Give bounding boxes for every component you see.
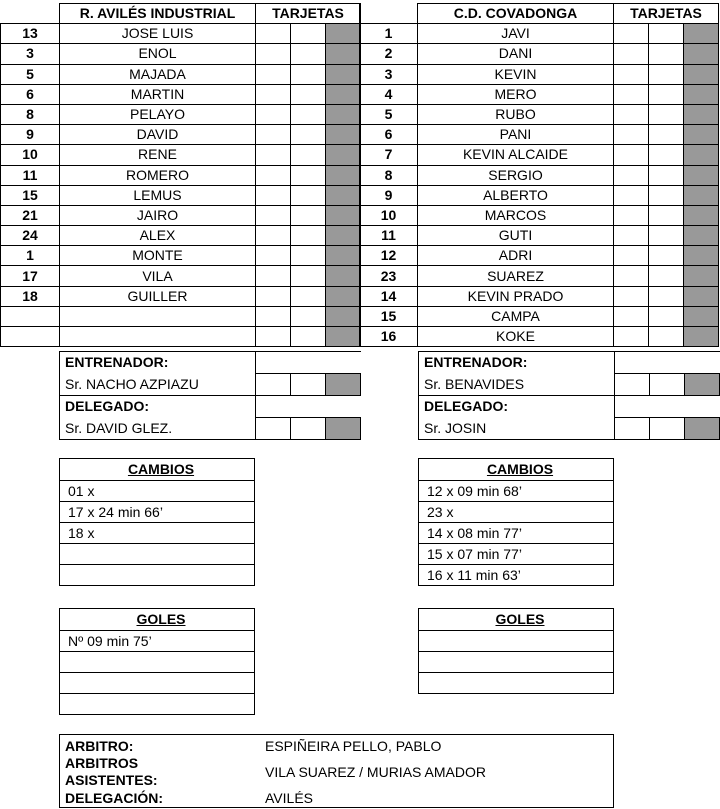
away-player-number: 8 <box>360 165 418 185</box>
away-player-row <box>360 246 719 266</box>
away-player-card-3 <box>684 327 719 347</box>
home-player-name <box>60 327 256 347</box>
away-delegate-card-3 <box>685 418 720 440</box>
away-player-card-3 <box>684 104 719 124</box>
away-player-card-2 <box>649 246 684 266</box>
away-player-card-3 <box>684 286 719 306</box>
home-player-number: 10 <box>1 145 60 165</box>
away-player-card-3 <box>684 165 719 185</box>
home-player-row <box>1 125 361 145</box>
home-delegate-card-2 <box>291 418 326 440</box>
away-coach-label: ENTRENADOR: <box>419 352 615 374</box>
home-player-card-2 <box>291 165 326 185</box>
officials-box <box>59 734 614 808</box>
away-player-number: 5 <box>360 104 418 124</box>
home-player-card-1 <box>256 226 291 246</box>
away-player-row <box>360 84 719 104</box>
home-substitution-row <box>60 564 254 585</box>
away-player-number: 1 <box>360 24 418 44</box>
away-player-card-1 <box>614 205 649 225</box>
away-player-card-3 <box>684 266 719 286</box>
home-player-name: DAVID <box>60 125 256 145</box>
home-player-card-3 <box>326 64 361 84</box>
away-player-card-2 <box>649 44 684 64</box>
home-subs-box <box>59 458 255 586</box>
away-player-card-1 <box>614 266 649 286</box>
away-player-card-1 <box>614 24 649 44</box>
away-player-number: 23 <box>360 266 418 286</box>
home-player-number: 15 <box>1 185 60 205</box>
away-player-row <box>360 145 719 165</box>
home-player-name: MAJADA <box>60 64 256 84</box>
away-player-card-3 <box>684 64 719 84</box>
home-player-card-3 <box>326 84 361 104</box>
home-player-name: PELAYO <box>60 104 256 124</box>
home-player-name: ROMERO <box>60 165 256 185</box>
away-player-card-1 <box>614 125 649 145</box>
away-player-card-3 <box>684 205 719 225</box>
away-player-name: GUTI <box>418 226 614 246</box>
home-player-number: 5 <box>1 64 60 84</box>
home-player-card-3 <box>326 226 361 246</box>
home-player-row <box>1 84 361 104</box>
away-player-name: KOKE <box>418 327 614 347</box>
away-player-card-1 <box>614 185 649 205</box>
home-player-card-1 <box>256 145 291 165</box>
referee-name: ESPIÑEIRA PELLO, PABLO <box>265 738 442 754</box>
away-player-name: JAVI <box>418 24 614 44</box>
away-subs-title: CAMBIOS <box>486 461 554 477</box>
away-goal-row <box>419 651 613 672</box>
away-player-card-3 <box>684 226 719 246</box>
away-player-card-2 <box>649 145 684 165</box>
home-player-card-2 <box>291 306 326 326</box>
home-goal-row: Nº 09 min 75’ <box>60 630 254 651</box>
home-player-name: VILA <box>60 266 256 286</box>
away-player-card-1 <box>614 64 649 84</box>
home-player-number: 6 <box>1 84 60 104</box>
home-player-card-1 <box>256 306 291 326</box>
away-player-card-2 <box>649 306 684 326</box>
away-player-card-3 <box>684 306 719 326</box>
away-delegate-label: DELEGADO: <box>419 396 615 418</box>
home-player-row <box>1 104 361 124</box>
away-player-card-2 <box>649 266 684 286</box>
away-goals-title: GOLES <box>495 611 545 627</box>
home-player-row <box>1 246 361 266</box>
away-substitution-row: 23 x <box>419 501 613 522</box>
away-player-card-2 <box>649 185 684 205</box>
home-player-name: JOSE LUIS <box>60 24 256 44</box>
away-coach-card-2 <box>650 374 685 396</box>
home-player-number: 3 <box>1 44 60 64</box>
home-player-name: GUILLER <box>60 286 256 306</box>
home-player-row <box>1 165 361 185</box>
home-player-card-2 <box>291 24 326 44</box>
home-player-card-3 <box>326 286 361 306</box>
assistants-label-line-2: ASISTENTES: <box>65 772 158 788</box>
away-player-number: 6 <box>360 125 418 145</box>
away-player-number: 10 <box>360 205 418 225</box>
away-player-number: 16 <box>360 327 418 347</box>
home-player-number: 9 <box>1 125 60 145</box>
home-delegate-label: DELEGADO: <box>60 396 256 418</box>
away-player-name: KEVIN PRADO <box>418 286 614 306</box>
home-coach-card-2 <box>291 374 326 396</box>
delegation-label: DELEGACIÓN: <box>65 790 163 806</box>
home-player-name <box>60 306 256 326</box>
home-player-card-1 <box>256 104 291 124</box>
home-player-card-3 <box>326 145 361 165</box>
away-cards-header: TARJETAS <box>614 4 719 24</box>
away-player-name: MARCOS <box>418 205 614 225</box>
away-player-row <box>360 226 719 246</box>
home-substitution-row: 18 x <box>60 522 254 543</box>
home-substitution-row: 01 x <box>60 480 254 501</box>
home-player-number: 17 <box>1 266 60 286</box>
away-substitution-row: 15 x 07 min 77’ <box>419 543 613 564</box>
away-delegate-card-2 <box>650 418 685 440</box>
away-player-number: 7 <box>360 145 418 165</box>
home-player-card-2 <box>291 266 326 286</box>
away-player-card-3 <box>684 84 719 104</box>
away-player-number: 14 <box>360 286 418 306</box>
home-player-card-1 <box>256 185 291 205</box>
away-player-name: SUAREZ <box>418 266 614 286</box>
home-goal-row <box>60 651 254 672</box>
home-delegate-card-3 <box>326 418 361 440</box>
home-player-card-3 <box>326 104 361 124</box>
home-player-card-2 <box>291 64 326 84</box>
referee-label: ARBITRO: <box>65 738 134 754</box>
home-coach-card-1 <box>256 374 291 396</box>
away-delegate-name: Sr. JOSIN <box>419 418 615 440</box>
away-coach-name: Sr. BENAVIDES <box>419 374 615 396</box>
away-player-name: RUBO <box>418 104 614 124</box>
away-subs-box <box>418 458 614 586</box>
away-player-row <box>360 205 719 225</box>
away-player-card-2 <box>649 84 684 104</box>
away-player-card-2 <box>649 205 684 225</box>
home-player-card-1 <box>256 266 291 286</box>
home-player-row <box>1 64 361 84</box>
home-player-card-3 <box>326 125 361 145</box>
home-player-number: 8 <box>1 104 60 124</box>
home-coach-label: ENTRENADOR: <box>60 352 256 374</box>
home-player-card-2 <box>291 125 326 145</box>
away-player-card-1 <box>614 104 649 124</box>
away-staff-table <box>418 351 720 440</box>
home-player-card-1 <box>256 84 291 104</box>
home-player-card-3 <box>326 185 361 205</box>
away-team-name: C.D. COVADONGA <box>418 4 614 24</box>
home-player-card-1 <box>256 165 291 185</box>
delegation-name: AVILÉS <box>265 790 313 806</box>
away-player-card-3 <box>684 145 719 165</box>
home-roster-table <box>0 3 361 347</box>
home-goals-box <box>59 608 255 715</box>
home-player-card-2 <box>291 145 326 165</box>
home-player-card-1 <box>256 44 291 64</box>
home-goal-row <box>60 672 254 693</box>
home-player-number: 1 <box>1 246 60 266</box>
away-player-name: DANI <box>418 44 614 64</box>
home-player-card-2 <box>291 205 326 225</box>
home-player-card-3 <box>326 24 361 44</box>
home-player-number <box>1 327 60 347</box>
home-player-name: MONTE <box>60 246 256 266</box>
home-player-name: ENOL <box>60 44 256 64</box>
home-goals-title: GOLES <box>136 611 186 627</box>
home-player-name: RENE <box>60 145 256 165</box>
away-player-card-3 <box>684 125 719 145</box>
away-player-card-2 <box>649 286 684 306</box>
away-player-row <box>360 64 719 84</box>
away-player-row <box>360 306 719 326</box>
home-player-row <box>1 286 361 306</box>
away-roster-table <box>359 3 719 347</box>
home-substitution-row <box>60 543 254 564</box>
home-team-name: R. AVILÉS INDUSTRIAL <box>60 4 256 24</box>
home-player-name: JAIRO <box>60 205 256 225</box>
home-delegate-card-1 <box>256 418 291 440</box>
home-player-card-2 <box>291 104 326 124</box>
away-player-number: 11 <box>360 226 418 246</box>
home-player-number <box>1 306 60 326</box>
away-player-row <box>360 327 719 347</box>
away-substitution-row: 14 x 08 min 77’ <box>419 522 613 543</box>
away-player-card-2 <box>649 104 684 124</box>
away-player-card-3 <box>684 44 719 64</box>
home-player-card-2 <box>291 226 326 246</box>
home-player-card-3 <box>326 266 361 286</box>
home-player-row <box>1 145 361 165</box>
away-player-number: 3 <box>360 64 418 84</box>
home-player-card-1 <box>256 286 291 306</box>
away-player-name: ALBERTO <box>418 185 614 205</box>
away-player-card-3 <box>684 185 719 205</box>
home-player-card-3 <box>326 44 361 64</box>
away-player-name: MERO <box>418 84 614 104</box>
home-player-card-1 <box>256 205 291 225</box>
away-goal-row <box>419 672 613 693</box>
home-player-number: 18 <box>1 286 60 306</box>
home-player-card-3 <box>326 306 361 326</box>
away-player-card-2 <box>649 24 684 44</box>
home-player-card-2 <box>291 185 326 205</box>
away-player-card-2 <box>649 226 684 246</box>
home-coach-card-3 <box>326 374 361 396</box>
away-player-number: 4 <box>360 84 418 104</box>
away-player-card-2 <box>649 64 684 84</box>
away-substitution-row: 16 x 11 min 63’ <box>419 564 613 585</box>
away-player-card-1 <box>614 327 649 347</box>
home-player-row <box>1 44 361 64</box>
away-player-number: 2 <box>360 44 418 64</box>
home-player-name: MARTIN <box>60 84 256 104</box>
away-player-name: KEVIN <box>418 64 614 84</box>
home-player-card-2 <box>291 286 326 306</box>
away-player-card-2 <box>649 165 684 185</box>
away-player-name: SERGIO <box>418 165 614 185</box>
away-coach-card-3 <box>685 374 720 396</box>
away-substitution-row: 12 x 09 min 68’ <box>419 480 613 501</box>
away-player-number: 9 <box>360 185 418 205</box>
home-substitution-row: 17 x 24 min 66’ <box>60 501 254 522</box>
away-goals-box <box>418 608 614 694</box>
home-player-row <box>1 306 361 326</box>
home-player-card-1 <box>256 246 291 266</box>
home-player-number: 13 <box>1 24 60 44</box>
away-player-name: PANI <box>418 125 614 145</box>
away-player-number: 15 <box>360 306 418 326</box>
away-player-card-1 <box>614 165 649 185</box>
home-subs-title: CAMBIOS <box>127 461 195 477</box>
home-coach-name: Sr. NACHO AZPIAZU <box>60 374 256 396</box>
away-goal-row <box>419 630 613 651</box>
away-player-row <box>360 165 719 185</box>
home-player-row <box>1 266 361 286</box>
away-player-card-2 <box>649 327 684 347</box>
away-player-card-3 <box>684 24 719 44</box>
home-goal-row <box>60 693 254 714</box>
away-num-header <box>360 4 418 24</box>
away-player-card-1 <box>614 286 649 306</box>
home-player-card-3 <box>326 327 361 347</box>
away-player-name: CAMPA <box>418 306 614 326</box>
home-delegate-name: Sr. DAVID GLEZ. <box>60 418 256 440</box>
away-player-card-3 <box>684 246 719 266</box>
away-player-card-1 <box>614 84 649 104</box>
home-player-name: LEMUS <box>60 185 256 205</box>
away-player-number: 12 <box>360 246 418 266</box>
away-coach-card-1 <box>615 374 650 396</box>
assistants-names: VILA SUAREZ / MURIAS AMADOR <box>265 764 486 780</box>
away-player-row <box>360 185 719 205</box>
away-delegate-card-1 <box>615 418 650 440</box>
home-player-card-3 <box>326 246 361 266</box>
home-player-number: 21 <box>1 205 60 225</box>
home-num-header <box>1 4 60 24</box>
away-player-row <box>360 44 719 64</box>
home-cards-header: TARJETAS <box>256 4 361 24</box>
away-player-card-1 <box>614 44 649 64</box>
home-player-number: 11 <box>1 165 60 185</box>
away-player-name: KEVIN ALCAIDE <box>418 145 614 165</box>
home-player-card-2 <box>291 44 326 64</box>
away-player-row <box>360 266 719 286</box>
home-player-card-3 <box>326 165 361 185</box>
home-staff-table <box>59 351 361 440</box>
home-player-card-2 <box>291 327 326 347</box>
assistants-label-line-1: ARBITROS <box>65 755 139 771</box>
away-player-card-2 <box>649 125 684 145</box>
home-player-row <box>1 205 361 225</box>
away-player-row <box>360 286 719 306</box>
away-player-row <box>360 24 719 44</box>
away-player-row <box>360 125 719 145</box>
home-player-card-1 <box>256 64 291 84</box>
away-player-card-1 <box>614 226 649 246</box>
home-player-card-1 <box>256 24 291 44</box>
away-player-card-1 <box>614 306 649 326</box>
home-player-card-1 <box>256 125 291 145</box>
away-player-card-1 <box>614 246 649 266</box>
home-player-card-3 <box>326 205 361 225</box>
home-player-row <box>1 185 361 205</box>
home-player-card-2 <box>291 84 326 104</box>
home-player-card-1 <box>256 327 291 347</box>
away-player-name: ADRI <box>418 246 614 266</box>
home-player-card-2 <box>291 246 326 266</box>
away-player-row <box>360 104 719 124</box>
away-player-card-1 <box>614 145 649 165</box>
home-player-row <box>1 327 361 347</box>
home-player-row <box>1 24 361 44</box>
home-player-number: 24 <box>1 226 60 246</box>
home-player-row <box>1 226 361 246</box>
home-player-name: ALEX <box>60 226 256 246</box>
